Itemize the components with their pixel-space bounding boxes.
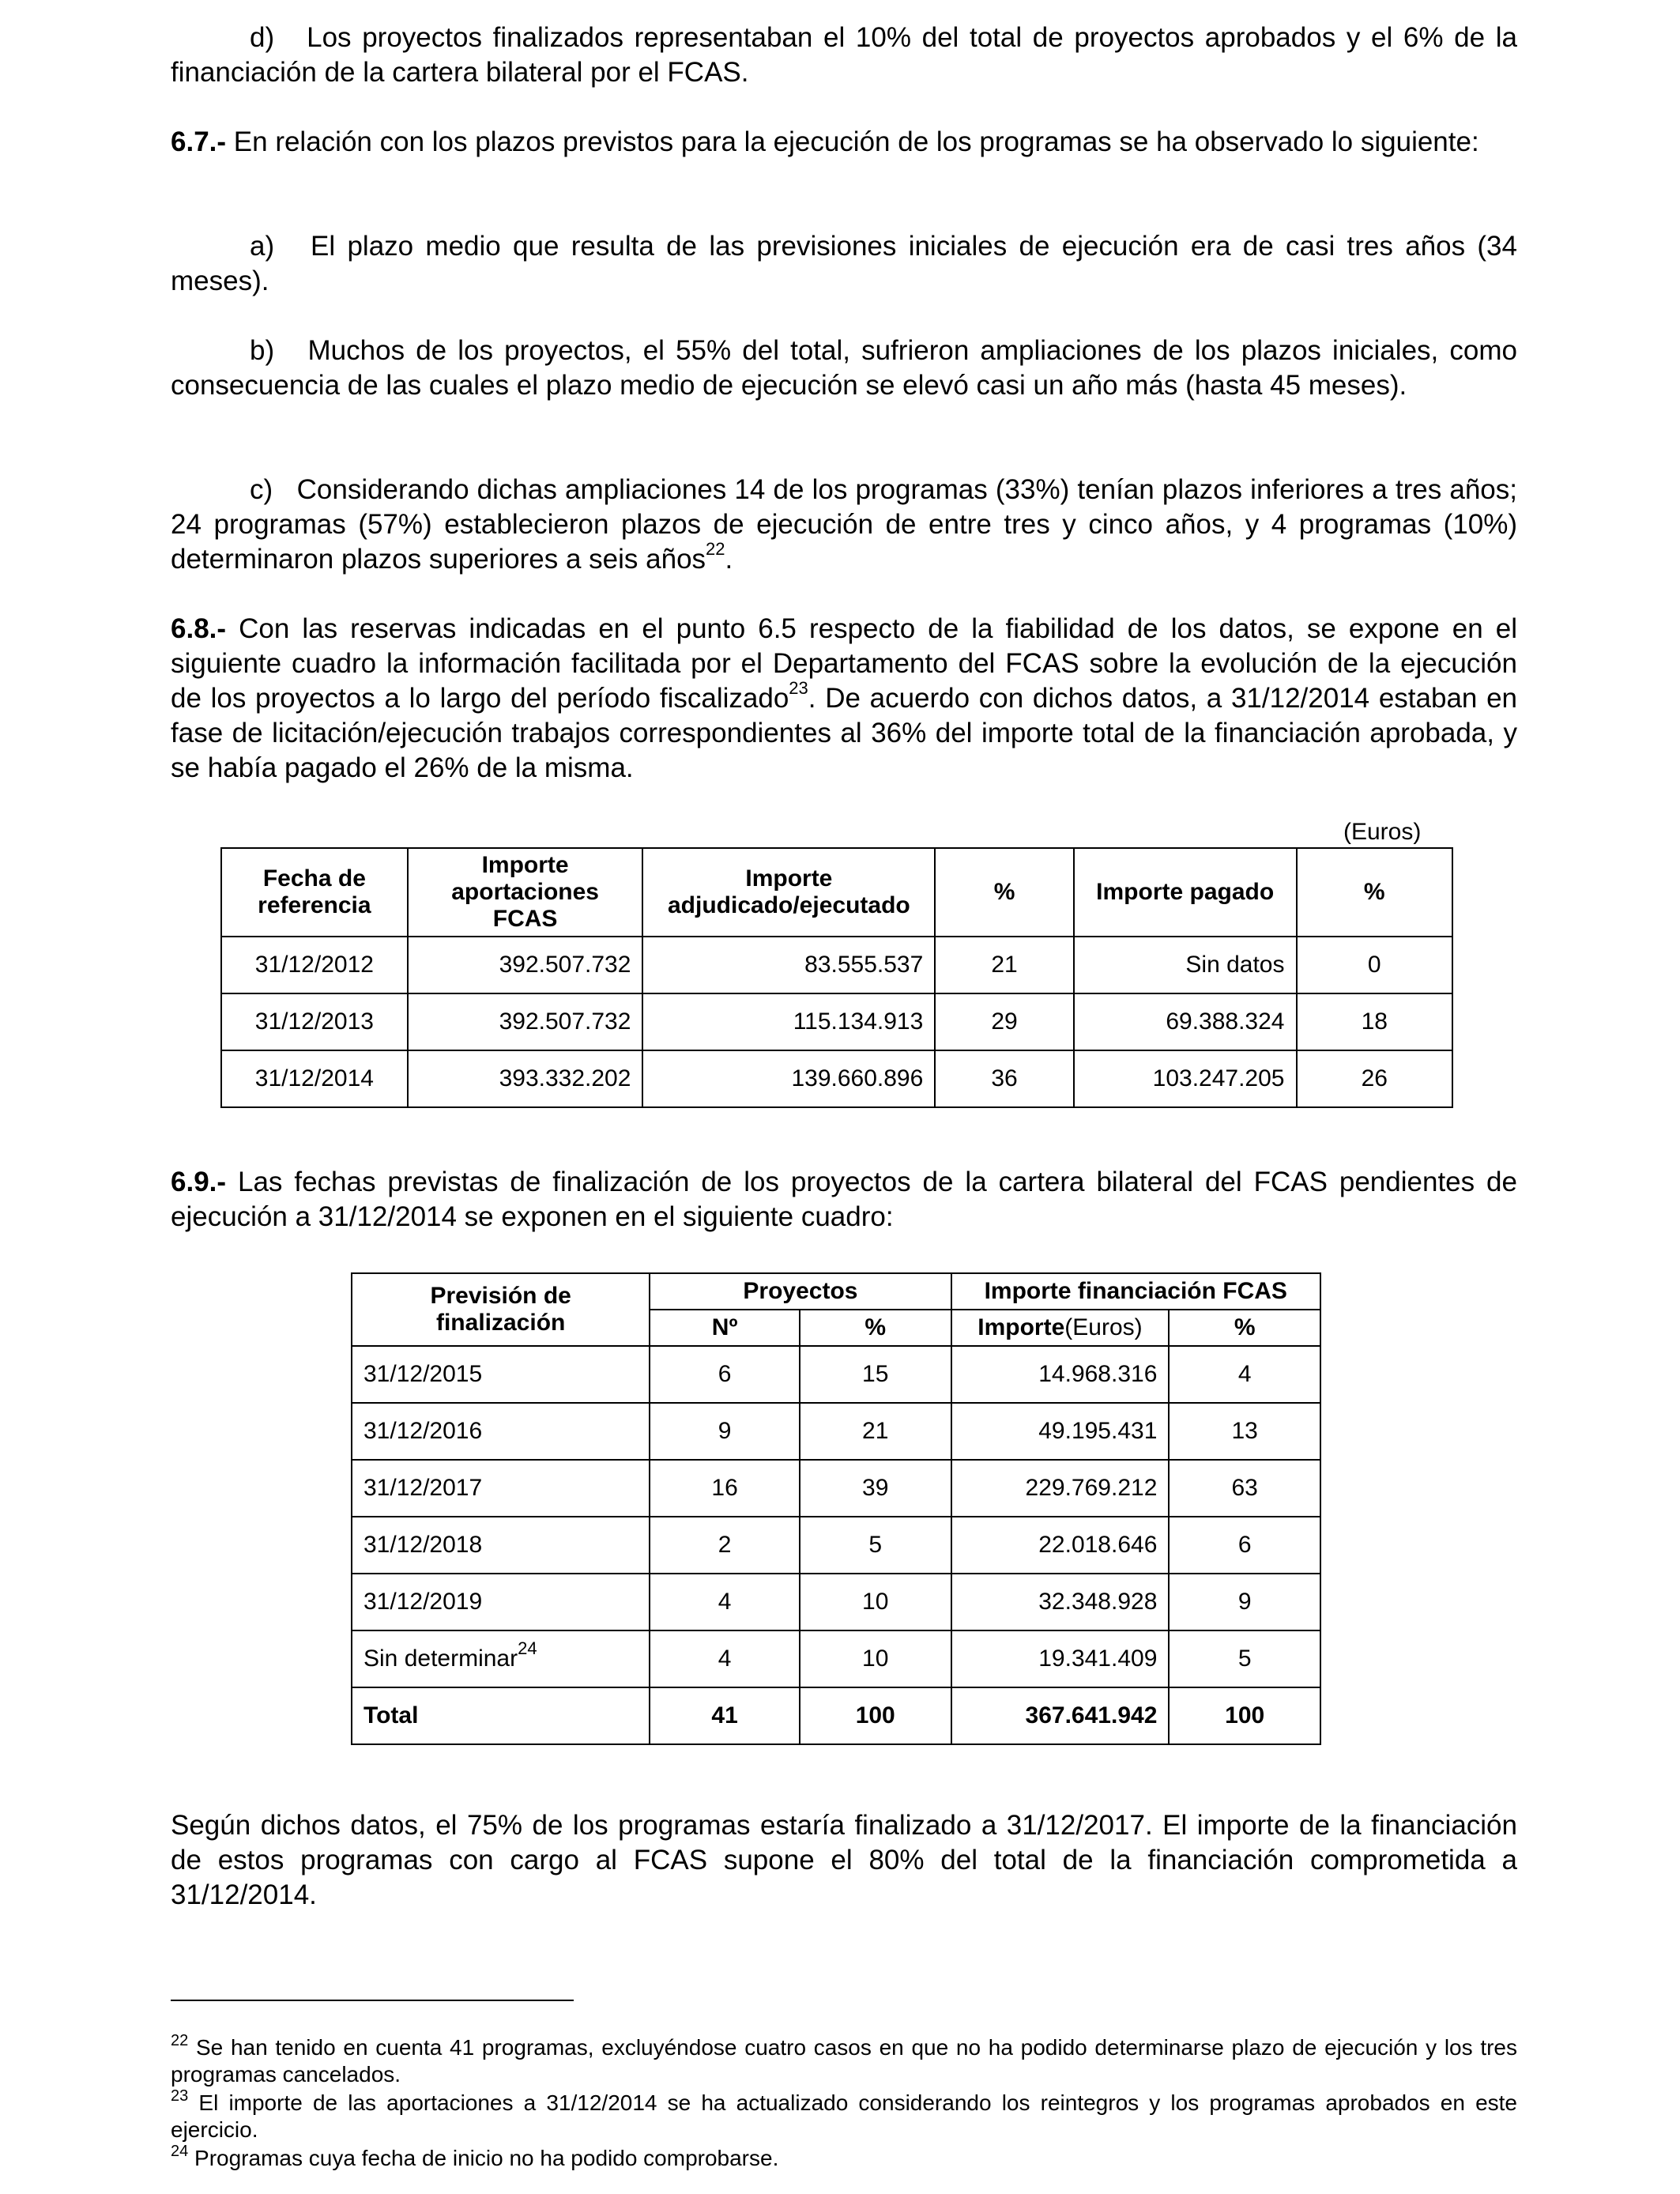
column-header: % bbox=[1169, 1310, 1320, 1346]
footnote-22 bbox=[171, 2031, 1518, 2088]
table-cell: 63 bbox=[1169, 1460, 1320, 1517]
section-number: 6.9.- bbox=[171, 1167, 227, 1197]
table-cell: 103.247.205 bbox=[1074, 1050, 1297, 1107]
table-cell: 229.769.212 bbox=[951, 1460, 1170, 1517]
footnote-text: Se han tenido en cuenta 41 programas, excluyéndose cuatro casos en que no ha podido determinarse plazo de ejecución y los tres programas cancelados. bbox=[171, 2035, 1518, 2087]
table-cell: 31/12/2017 bbox=[352, 1460, 650, 1517]
table-header-row bbox=[352, 1273, 1320, 1310]
list-label: a) bbox=[250, 231, 275, 262]
list-label: c) bbox=[250, 474, 273, 505]
paragraph-text: . De acuerdo con dichos datos, a 31/12/2014 estaban en fase de licitación/ejecución trabajos correspondientes al 36% del importe total de la financiación aprobada, y se había pagado el 26% de la misma. bbox=[171, 683, 1517, 783]
table-cell: 5 bbox=[1169, 1630, 1320, 1687]
table-cell: 2 bbox=[650, 1517, 800, 1574]
table-cell: 69.388.324 bbox=[1074, 993, 1297, 1050]
footnote-ref[interactable]: 24 bbox=[518, 1638, 537, 1658]
paragraph-text: El plazo medio que resulta de las previsiones iniciales de ejecución era de casi tres años (34 meses). bbox=[171, 231, 1517, 296]
paragraph-a bbox=[171, 229, 1517, 299]
execution-evolution-table bbox=[220, 847, 1453, 1108]
table-cell: 31/12/2016 bbox=[352, 1403, 650, 1460]
column-group-header: Proyectos bbox=[650, 1273, 951, 1310]
table-cell: 4 bbox=[1169, 1346, 1320, 1403]
column-header: Previsión de finalización bbox=[352, 1273, 650, 1346]
column-header-unit: (Euros) bbox=[1064, 1314, 1143, 1340]
paragraph-text: En relación con los plazos previstos para la ejecución de los programas se ha observado lo siguiente: bbox=[233, 126, 1479, 157]
table-cell: 115.134.913 bbox=[642, 993, 935, 1050]
table-cell: 4 bbox=[650, 1574, 800, 1630]
column-header: % bbox=[1297, 848, 1453, 937]
table-cell: Total bbox=[352, 1687, 650, 1744]
table-cell: 36 bbox=[935, 1050, 1074, 1107]
table-header-row bbox=[221, 848, 1452, 937]
table-cell: 16 bbox=[650, 1460, 800, 1517]
paragraph-text: Las fechas previstas de finalización de los proyectos de la cartera bilateral del FCAS pendientes de ejecución a 31/12/2014 se exponen en el siguiente cuadro: bbox=[171, 1167, 1517, 1232]
column-header: Importe pagado bbox=[1074, 848, 1297, 937]
table-cell: 392.507.732 bbox=[408, 937, 643, 993]
table-cell: 31/12/2014 bbox=[221, 1050, 408, 1107]
column-header: Importe aportaciones FCAS bbox=[408, 848, 643, 937]
table-cell: 31/12/2015 bbox=[352, 1346, 650, 1403]
table-cell: 39 bbox=[800, 1460, 951, 1517]
column-header: Nº bbox=[650, 1310, 800, 1346]
paragraph-text: Muchos de los proyectos, el 55% del total, sufrieron ampliaciones de los plazos iniciales, como consecuencia de las cuales el plazo medio de ejecución se elevó casi un año más (hasta 45 meses). bbox=[171, 335, 1517, 401]
column-header: % bbox=[800, 1310, 951, 1346]
column-header: Fecha de referencia bbox=[221, 848, 408, 937]
footnote-number: 22 bbox=[171, 2031, 189, 2049]
footnote-number: 24 bbox=[171, 2142, 189, 2160]
table-row bbox=[352, 1460, 1320, 1517]
table-cell: 22.018.646 bbox=[951, 1517, 1170, 1574]
table-cell: 29 bbox=[935, 993, 1074, 1050]
paragraph-end: . bbox=[725, 544, 733, 575]
table-row bbox=[352, 1517, 1320, 1574]
paragraph-text: Los proyectos finalizados representaban el 10% del total de proyectos aprobados y el 6% de la financiación de la cartera bilateral por el FCAS. bbox=[171, 22, 1517, 88]
row-label: Sin determinar bbox=[363, 1646, 518, 1672]
paragraph-d bbox=[171, 21, 1517, 90]
table-cell bbox=[352, 1630, 650, 1687]
table-cell: 100 bbox=[800, 1687, 951, 1744]
footnote-text: El importe de las aportaciones a 31/12/2014 se ha actualizado considerando los reintegros y los programas aprobados en este ejercicio. bbox=[171, 2090, 1518, 2142]
paragraph-text: Considerando dichas ampliaciones 14 de los programas (33%) tenían plazos inferiores a tres años; 24 programas (57%) establecieron plazos de ejecución de entre tres y cinco años, y 4 programas (10%) determinaron plazos superiores a seis años bbox=[171, 474, 1517, 575]
column-header-label: Importe bbox=[977, 1314, 1065, 1340]
table-cell: 139.660.896 bbox=[642, 1050, 935, 1107]
table-cell: 14.968.316 bbox=[951, 1346, 1170, 1403]
table-cell: 26 bbox=[1297, 1050, 1453, 1107]
paragraph-c bbox=[171, 473, 1517, 577]
table-unit-label: (Euros) bbox=[1343, 819, 1422, 845]
table-row bbox=[221, 937, 1452, 993]
paragraph-6-7 bbox=[171, 125, 1517, 160]
table-cell: 19.341.409 bbox=[951, 1630, 1170, 1687]
list-label: b) bbox=[250, 335, 275, 366]
table-cell: 15 bbox=[800, 1346, 951, 1403]
paragraph-6-9 bbox=[171, 1165, 1517, 1235]
table-cell: 392.507.732 bbox=[408, 993, 643, 1050]
table-cell: 367.641.942 bbox=[951, 1687, 1170, 1744]
paragraph-text: Con las reservas indicadas en el punto 6.5 respecto de la fiabilidad de los datos, se expone en el siguiente cuadro la información facilitada por el Departamento del FCAS sobre la evolución de la ejecución de los proyectos a lo largo del período fiscalizado bbox=[171, 613, 1517, 714]
paragraph-text: Según dichos datos, el 75% de los programas estaría finalizado a 31/12/2017. El importe de la financiación de estos programas con cargo al FCAS supone el 80% del total de la financiación comprometida a 31/12/2014. bbox=[171, 1810, 1517, 1910]
table-cell: Sin datos bbox=[1074, 937, 1297, 993]
table-cell: 32.348.928 bbox=[951, 1574, 1170, 1630]
table-cell: 100 bbox=[1169, 1687, 1320, 1744]
column-header bbox=[951, 1310, 1170, 1346]
table-cell: 41 bbox=[650, 1687, 800, 1744]
table-cell: 6 bbox=[650, 1346, 800, 1403]
table-cell: 31/12/2012 bbox=[221, 937, 408, 993]
section-number: 6.8.- bbox=[171, 613, 227, 644]
table-cell: 5 bbox=[800, 1517, 951, 1574]
footnote-separator bbox=[171, 2000, 574, 2001]
column-header: Importe adjudicado/ejecutado bbox=[642, 848, 935, 937]
table-cell: 18 bbox=[1297, 993, 1453, 1050]
table-cell: 4 bbox=[650, 1630, 800, 1687]
section-number: 6.7.- bbox=[171, 126, 227, 157]
table-cell: 0 bbox=[1297, 937, 1453, 993]
completion-forecast-table bbox=[351, 1272, 1321, 1745]
paragraph-b bbox=[171, 334, 1517, 403]
paragraph-final bbox=[171, 1808, 1517, 1913]
table-cell: 21 bbox=[800, 1403, 951, 1460]
column-group-header: Importe financiación FCAS bbox=[951, 1273, 1320, 1310]
footnote-23 bbox=[171, 2087, 1518, 2143]
table-cell: 31/12/2018 bbox=[352, 1517, 650, 1574]
table-row bbox=[352, 1403, 1320, 1460]
table-row bbox=[352, 1574, 1320, 1630]
table-cell: 6 bbox=[1169, 1517, 1320, 1574]
footnote-number: 23 bbox=[171, 2087, 189, 2105]
table-cell: 13 bbox=[1169, 1403, 1320, 1460]
footnote-text: Programas cuya fecha de inicio no ha podido comprobarse. bbox=[194, 2146, 779, 2170]
list-label: d) bbox=[250, 22, 275, 53]
table-cell: 10 bbox=[800, 1574, 951, 1630]
table-cell: 83.555.537 bbox=[642, 937, 935, 993]
table-row bbox=[352, 1346, 1320, 1403]
table-row bbox=[221, 993, 1452, 1050]
paragraph-6-8 bbox=[171, 612, 1517, 786]
table-cell: 9 bbox=[1169, 1574, 1320, 1630]
footnote-ref[interactable]: 23 bbox=[789, 678, 808, 699]
table-cell: 31/12/2013 bbox=[221, 993, 408, 1050]
table-cell: 21 bbox=[935, 937, 1074, 993]
table-row bbox=[352, 1630, 1320, 1687]
footnote-ref[interactable]: 22 bbox=[706, 539, 725, 560]
column-header: % bbox=[935, 848, 1074, 937]
table-cell: 393.332.202 bbox=[408, 1050, 643, 1107]
footnote-24 bbox=[171, 2142, 1517, 2172]
table-cell: 10 bbox=[800, 1630, 951, 1687]
table-row bbox=[221, 1050, 1452, 1107]
table-total-row bbox=[352, 1687, 1320, 1744]
table-cell: 31/12/2019 bbox=[352, 1574, 650, 1630]
table-cell: 49.195.431 bbox=[951, 1403, 1170, 1460]
table-cell: 9 bbox=[650, 1403, 800, 1460]
